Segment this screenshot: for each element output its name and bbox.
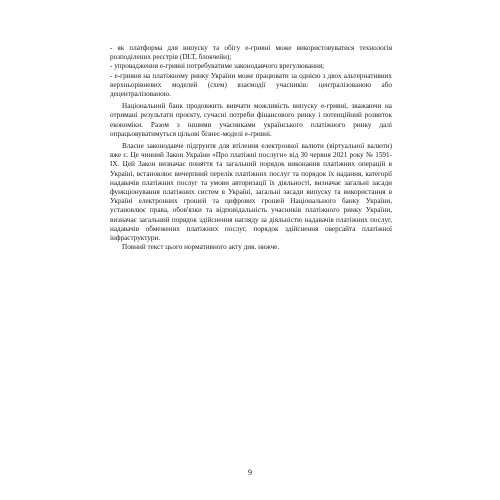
bullet-legislative-regulation: - упровадження е-гривні потребуватиме законодавчого врегулювання; — [110, 62, 325, 71]
bullet-dlt-platform: - як платформа для випуску та обігу е-гривні може використовуватися технологія розподілених реєстрів (DLT, блокчейн); — [110, 44, 392, 62]
body-text — [110, 44, 392, 252]
bullet-interaction-models: - е-гривня на платіжному ринку України може працювати за однією з двох альтернативних верхньорівневих моделей (схем) взаємодії учасників: централізованою або децентралізованою. — [110, 71, 392, 99]
page-number: 9 — [248, 468, 252, 477]
paragraph-legal-basis: Власне законодавче підґрунтя для втілення електронної валюти (віртуальної валюти) вже є. Це чинний Закон України «Про платіжні послуги» від 30 червня 2021 року № 1591-IX. Цей Закон визначає поняття та загальний порядок виконання платіжних операцій в Україні, встановлює вичерпний перелік платіжних послуг та порядок їх надання, категорії надавачів платіжних послуг та умови авторизації їх діяльності, визначає загальні засади функціонування платіжних систем в Україні, загальні засади випуску та використання в Україні електронних грошей та цифрових грошей Національного банку України, установлює права, обов'язки та відповідальність учасників платіжного ринку України, визначає загальний порядок здійснення нагляду за діяльністю надавачів платіжних послуг, надавачів обмежених платіжних послуг, порядок здійснення оверсайта платіжної інфраструктури. — [110, 142, 392, 243]
paragraph-nbu-research: Національний банк продовжить вивчати можливість випуску е-гривні, зважаючи на отримані результати проєкту, сучасні потреби фінансового ринку і потенційний розвиток економіки. Разом з іншими учасниками українського платіжного ринку далі опрацьовуватимуться цільові бізнес-моделі е-гривні. — [110, 102, 392, 138]
paragraph-full-text-note: Повний текст цього нормативного акту див. нижче. — [122, 243, 280, 252]
